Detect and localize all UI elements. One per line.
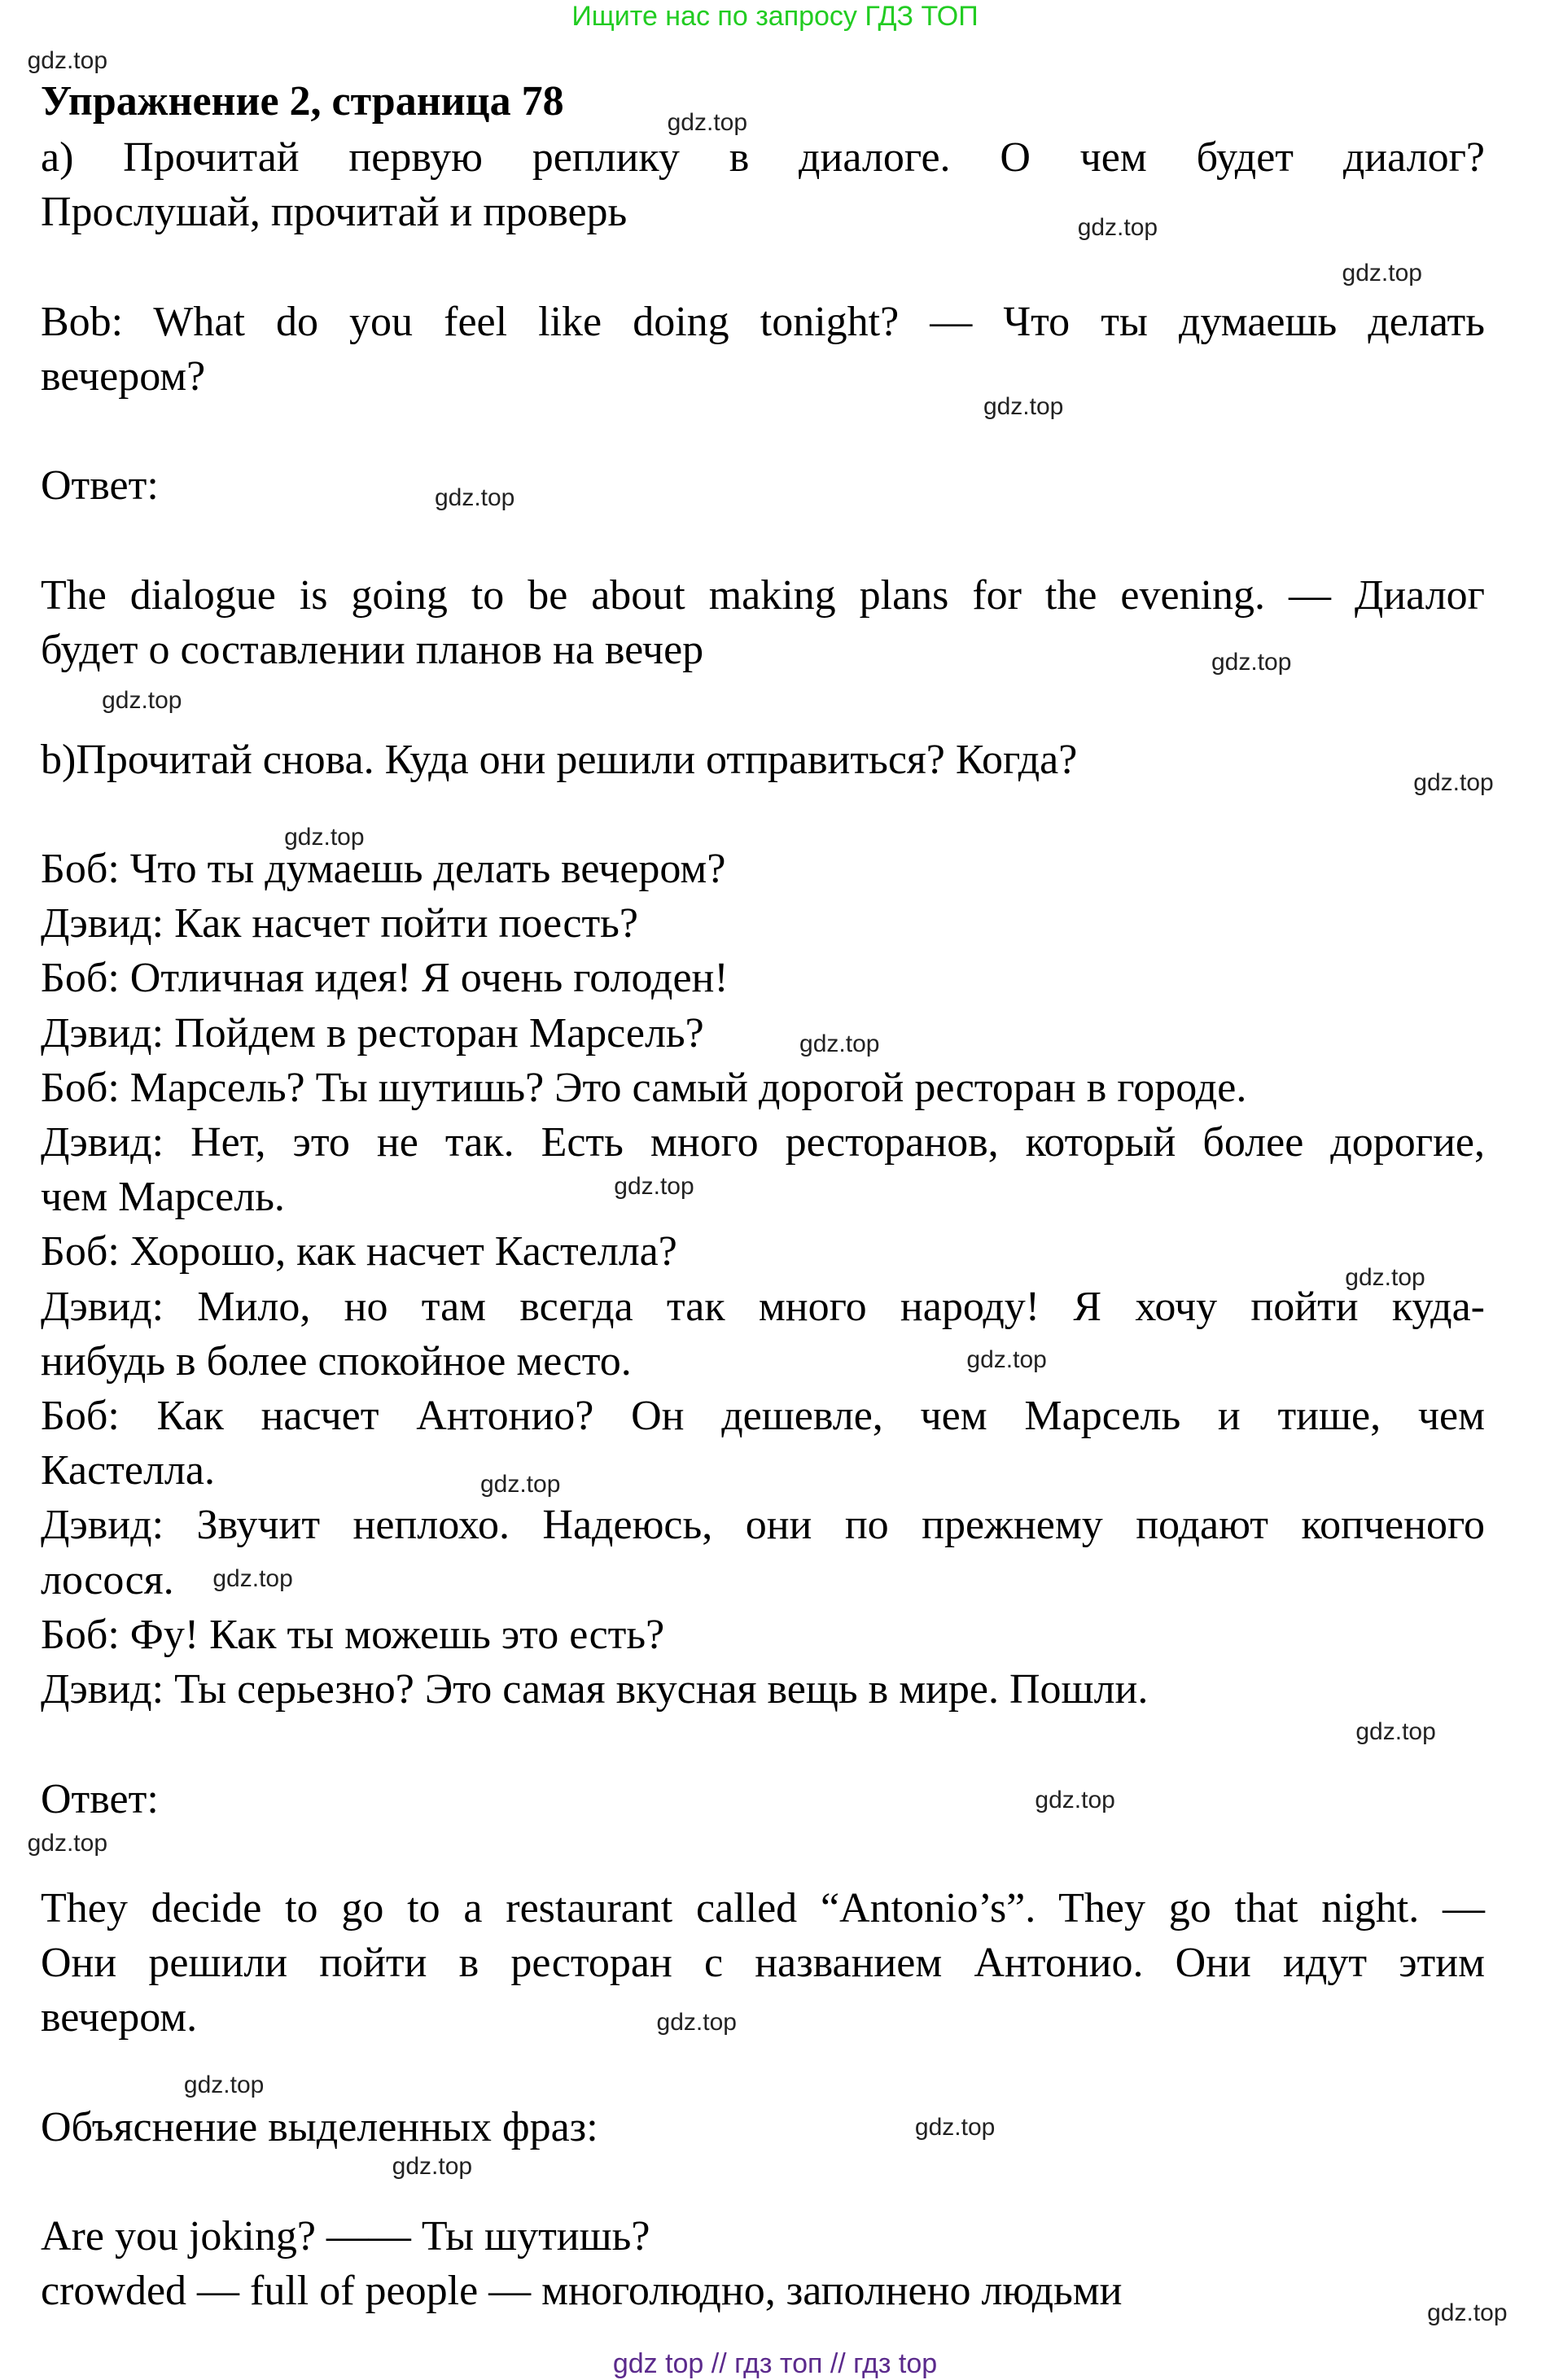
watermark-text: gdz.top	[27, 1829, 108, 1857]
text-line: Дэвид: Звучит неплохо. Надеюсь, они по прежнему подают копченого	[41, 1502, 1485, 1549]
watermark-text: gdz.top	[392, 2153, 473, 2181]
watermark-text: gdz.top	[1355, 1718, 1436, 1746]
watermark-text: gdz.top	[1345, 1264, 1425, 1292]
watermark-text: gdz.top	[966, 1345, 1047, 1373]
text-line: Прослушай, прочитай и проверь	[41, 189, 628, 236]
text-line: Кастелла.	[41, 1447, 215, 1494]
text-line: b)Прочитай снова. Куда они решили отправиться? Когда?	[41, 736, 1078, 783]
text-line: Bob: What do you feel like doing tonight? — Что ты думаешь делать	[41, 298, 1485, 345]
watermark-text: gdz.top	[1077, 214, 1158, 242]
text-line: Дэвид: Мило, но там всегда так много народу! Я хочу пойти куда-	[41, 1283, 1485, 1330]
watermark-text: gdz.top	[212, 1564, 293, 1592]
text-line: Они решили пойти в ресторан с названием Антонио. Они идут этим	[41, 1940, 1485, 1987]
text-line: Дэвид: Ты серьезно? Это самая вкусная вещь в мире. Пошли.	[41, 1666, 1149, 1713]
watermark-text: gdz.top	[1413, 768, 1494, 796]
text-line: вечером.	[41, 1994, 198, 2041]
text-line: Боб: Что ты думаешь делать вечером?	[41, 845, 726, 892]
text-line: а) Прочитай первую реплику в диалоге. О чем будет диалог?	[41, 134, 1485, 182]
watermark-text: gdz.top	[479, 1471, 561, 1498]
text-line: Are you joking? —— Ты шутишь?	[41, 2213, 650, 2260]
watermark-text: gdz.top	[914, 2113, 996, 2141]
text-line: будет о составлении планов на вечер	[41, 627, 704, 674]
text-line: вечером?	[41, 353, 206, 400]
text-line: Дэвид: Как насчет пойти поесть?	[41, 900, 638, 947]
watermark-text: gdz.top	[983, 393, 1064, 421]
watermark-text: gdz.top	[284, 823, 365, 851]
watermark-text: gdz.top	[102, 686, 182, 714]
watermark-text: gdz.top	[183, 2071, 265, 2098]
text-line: Ответ:	[41, 462, 159, 510]
text-line: Дэвид: Пойдем в ресторан Марсель?	[41, 1009, 704, 1057]
footer-links[interactable]: gdz top // гдз топ // гдз top	[612, 2348, 938, 2379]
watermark-text: gdz.top	[1427, 2299, 1508, 2326]
text-line: нибудь в более спокойное место.	[41, 1337, 632, 1385]
text-line: Боб: Хорошо, как насчет Кастелла?	[41, 1228, 677, 1275]
search-banner[interactable]: Ищите нас по запросу ГДЗ ТОП	[571, 1, 979, 32]
watermark-text: gdz.top	[656, 2008, 737, 2036]
text-line: crowded — full of people — многолюдно, заполнено людьми	[41, 2268, 1123, 2315]
text-line: Боб: Отличная идея! Я очень голоден!	[41, 955, 729, 1002]
text-line: They decide to go to a restaurant called “Antonio’s”. They go that night. —	[41, 1884, 1485, 1932]
watermark-text: gdz.top	[667, 109, 748, 137]
text-line: Объяснение выделенных фраз:	[41, 2103, 598, 2150]
text-line: Ответ:	[41, 1775, 159, 1822]
watermark-text: gdz.top	[1211, 649, 1292, 676]
watermark-text: gdz.top	[614, 1173, 694, 1201]
watermark-text: gdz.top	[434, 484, 515, 512]
text-line: Дэвид: Нет, это не так. Есть много ресторанов, который более дорогие,	[41, 1118, 1485, 1166]
text-line: Боб: Как насчет Антонио? Он дешевле, чем Марсель и тише, чем	[41, 1393, 1485, 1440]
watermark-text: gdz.top	[1342, 260, 1422, 287]
watermark-text: gdz.top	[799, 1030, 880, 1057]
text-line: лосося.	[41, 1556, 174, 1603]
text-line: Боб: Фу! Как ты можешь это есть?	[41, 1611, 665, 1658]
watermark-text: gdz.top	[1035, 1787, 1115, 1814]
text-line: The dialogue is going to be about making plans for the evening. — Диалог	[41, 571, 1485, 619]
text-line: чем Марсель.	[41, 1174, 285, 1221]
text-line: Боб: Марсель? Ты шутишь? Это самый дорогой ресторан в городе.	[41, 1064, 1247, 1111]
page-title: Упражнение 2, страница 78	[41, 78, 564, 125]
watermark-text: gdz.top	[27, 46, 108, 74]
